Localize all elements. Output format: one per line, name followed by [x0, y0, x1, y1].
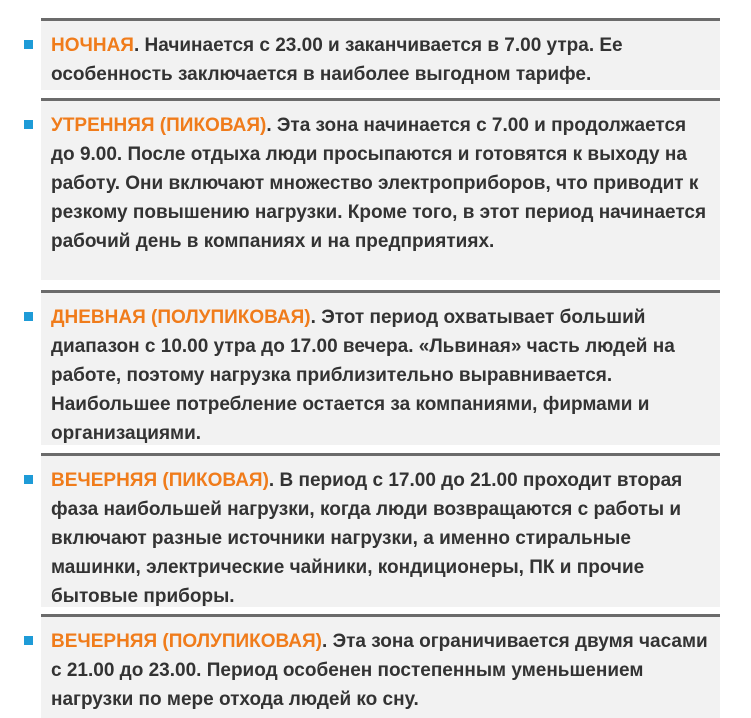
list-item-morning-peak	[41, 98, 720, 280]
bullet-square-icon	[24, 312, 33, 321]
item-term: ВЕЧЕРНЯЯ (ПОЛУПИКОВАЯ)	[51, 631, 323, 652]
item-text: . Эта зона ограничивается двумя часами с 21.00 до 23.00. Период особенен постепенным уменьшением нагрузки по мере отхода людей ко сну.	[51, 631, 708, 710]
item-text: . Эта зона начинается с 7.00 и продолжается до 9.00. После отдыха люди просыпаются и готовятся к выходу на работу. Они включают множество электроприборов, что приводит к резкому повышению нагрузки. Кроме того, в этот период начинается рабочий день в компаниях и на предприятиях.	[51, 115, 707, 252]
bullet-square-icon	[24, 636, 33, 645]
list-item-night	[41, 18, 720, 90]
item-term: ВЕЧЕРНЯЯ (ПИКОВАЯ)	[51, 470, 269, 491]
item-text: . В период с 17.00 до 21.00 проходит вторая фаза наибольшей нагрузки, когда люди возвращаются с работы и включают разные источники нагрузки, а именно стиральные машинки, электрические чайники, кондиционеры, ПК и прочие бытовые приборы.	[51, 470, 683, 607]
item-text: . Начинается с 23.00 и заканчивается в 7.00 утра. Ее особенность заключается в наиболее выгодном тарифе.	[51, 35, 623, 85]
item-term: ДНЕВНАЯ (ПОЛУПИКОВАЯ)	[51, 307, 311, 328]
item-text: . Этот период охватывает больший диапазон с 10.00 утра до 17.00 вечера. «Львиная» часть людей на работе, поэтому нагрузка приблизительно выравнивается. Наибольшее потребление остается за компаниями, фирмами и организациями.	[51, 307, 675, 444]
item-term: УТРЕННЯЯ (ПИКОВАЯ)	[51, 115, 267, 136]
list-item-evening-peak	[41, 453, 720, 607]
bullet-square-icon	[24, 40, 33, 49]
list-item-evening-semipeak	[41, 614, 720, 718]
item-term: НОЧНАЯ	[51, 35, 134, 56]
bullet-square-icon	[24, 120, 33, 129]
list-item-day-semipeak	[41, 290, 720, 445]
bullet-square-icon	[24, 475, 33, 484]
